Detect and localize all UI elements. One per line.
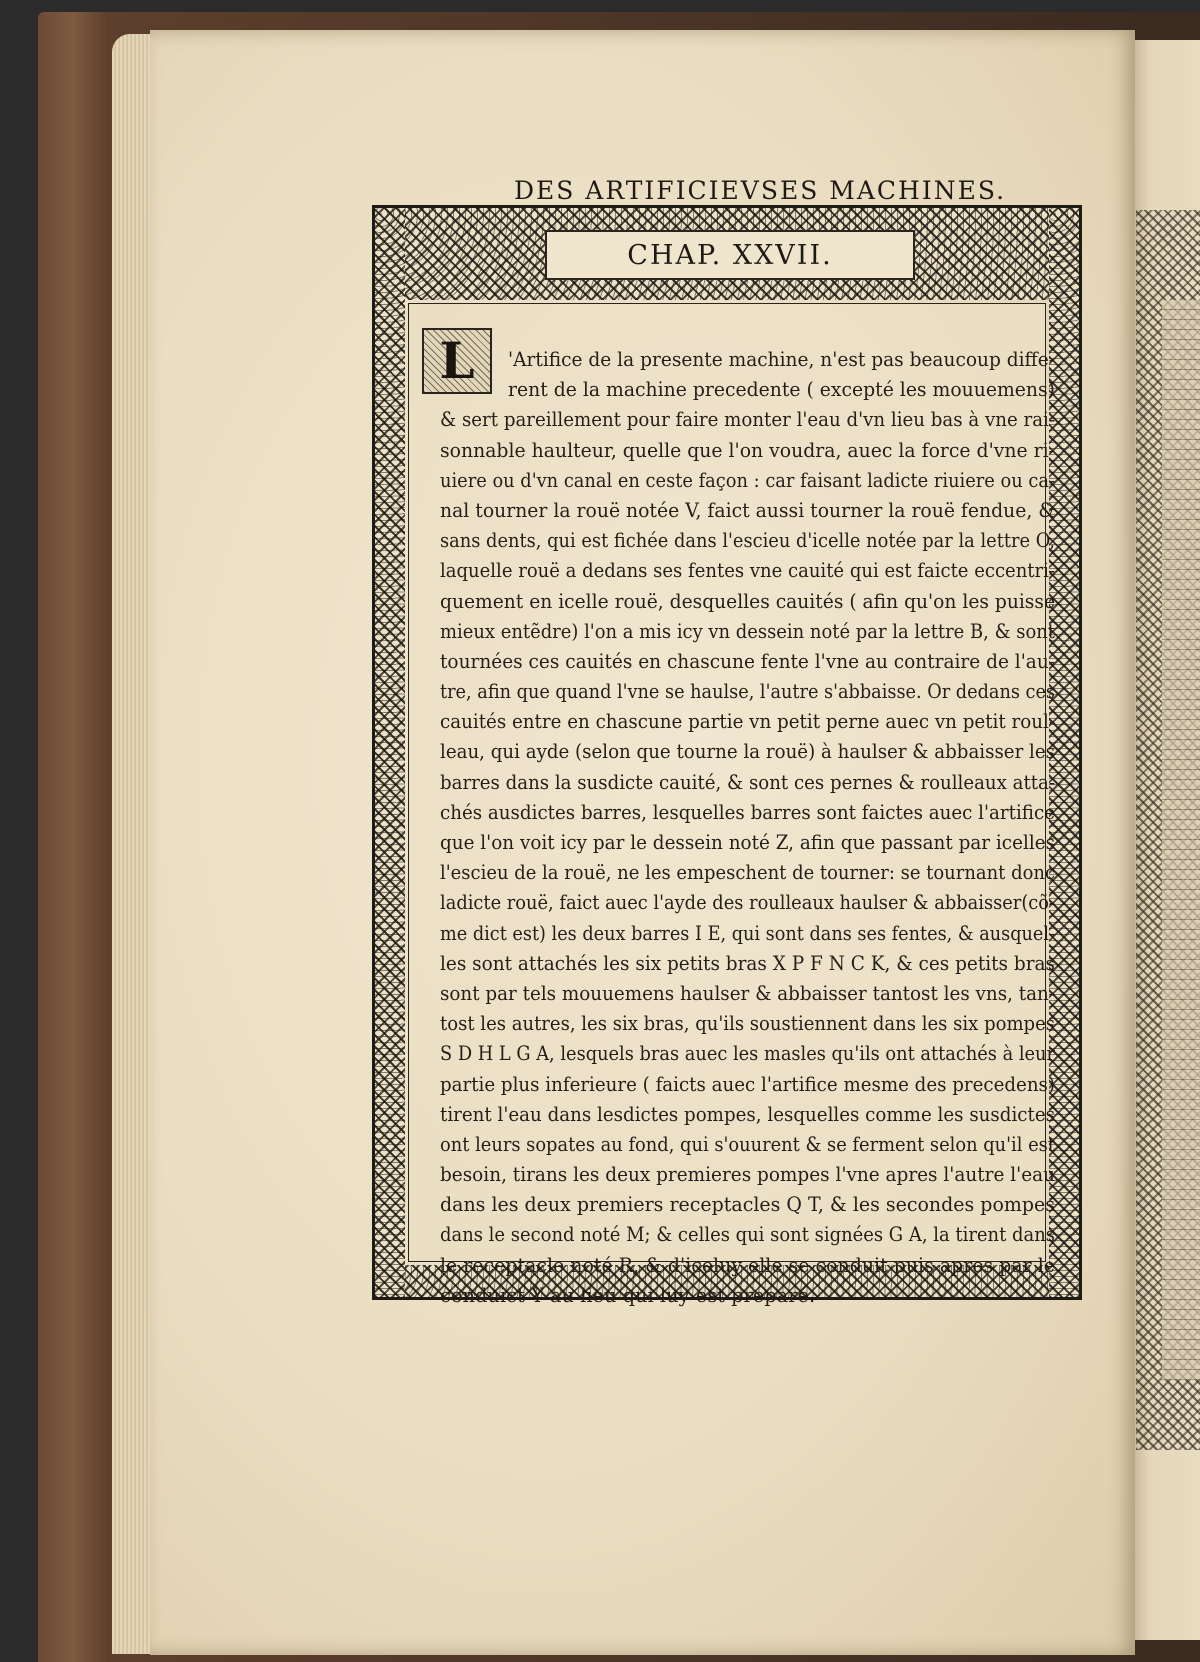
body-text <box>440 345 1055 1311</box>
chapter-title: CHAP. XXVII. <box>627 240 833 271</box>
text-line: barres dans la susdicte cauité, & sont ces pernes & roulleaux atta- <box>440 770 1055 794</box>
text-line: dans les deux premiers receptacles Q T, & les secondes pompes <box>440 1193 1055 1217</box>
text-line: cauités entre en chascune partie vn petit perne auec vn petit roul- <box>440 710 1055 734</box>
text-line: ladicte rouë, faict auec l'ayde des roulleaux haulser & abbaisser(cõ- <box>440 891 1055 915</box>
facing-page-illustration <box>1162 300 1200 1380</box>
running-head: DES ARTIFICIEVSES MACHINES. <box>513 176 1007 205</box>
text-line: uiere ou d'vn canal en ceste façon : car faisant ladicte riuiere ou ca- <box>440 468 1055 492</box>
text-line: le receptacle noté R, & d'iceluy elle se conduit puis apres par le <box>440 1253 1055 1277</box>
text-line: chés ausdictes barres, lesquelles barres sont faictes auec l'artifice <box>440 800 1055 824</box>
text-line: sans dents, qui est fichée dans l'escieu d'icelle notée par la lettre O, <box>440 529 1055 553</box>
text-line: laquelle rouë a dedans ses fentes vne cauité qui est faicte eccentri- <box>440 559 1055 583</box>
text-line: nal tourner la rouë notée V, faict aussi tourner la rouë fendue, & <box>440 498 1055 522</box>
text-line: rent de la machine precedente ( excepté les mouuemens) <box>508 378 1055 402</box>
text-line: mieux entẽdre) l'on a mis icy vn dessein noté par la lettre B, & sont <box>440 619 1055 643</box>
text-line: quement en icelle rouë, desquelles cauités ( afin qu'on les puisse <box>440 589 1055 613</box>
text-line: les sont attachés les six petits bras X P F N C K, & ces petits bras <box>440 951 1055 975</box>
text-line: me dict est) les deux barres I E, qui sont dans ses fentes, & ausquel- <box>440 921 1055 945</box>
text-line: tre, afin que quand l'vne se haulse, l'autre s'abbaisse. Or dedans ces <box>440 680 1055 704</box>
text-line: & sert pareillement pour faire monter l'eau d'vn lieu bas à vne rai- <box>440 408 1055 432</box>
text-line: 'Artifice de la presente machine, n'est pas beaucoup diffe- <box>508 348 1055 371</box>
text-line: sonnable haulteur, quelle que l'on voudra, auec la force d'vne ri- <box>440 438 1055 462</box>
chapter-heading-box <box>545 230 915 280</box>
text-line: tost les autres, les six bras, qu'ils soustiennent dans les six pompes <box>440 1012 1055 1036</box>
text-line: tournées ces cauités en chascune fente l'vne au contraire de l'au- <box>440 649 1055 673</box>
text-line: dans le second noté M; & celles qui sont signées G A, la tirent dans <box>440 1223 1055 1247</box>
text-line: ont leurs sopates au fond, qui s'ouurent & se ferment selon qu'il est <box>440 1132 1055 1156</box>
frame-ornament-left <box>375 208 405 1297</box>
text-line: besoin, tirans les deux premieres pompes l'vne apres l'autre l'eau <box>440 1163 1055 1187</box>
text-line: S D H L G A, lesquels bras auec les masles qu'ils ont attachés à leur <box>440 1042 1055 1066</box>
drop-cap-letter: L <box>439 331 475 390</box>
text-line: conduict Y au lieu qui luy est preparé. <box>440 1283 816 1307</box>
text-line: partie plus inferieure ( faicts auec l'artifice mesme des precedens) <box>440 1072 1055 1096</box>
text-line: sont par tels mouuemens haulser & abbaisser tantost les vns, tan- <box>440 981 1055 1005</box>
text-line: tirent l'eau dans lesdictes pompes, lesquelles comme les susdictes <box>440 1102 1055 1126</box>
text-line: l'escieu de la rouë, ne les empeschent de tourner: se tournant donc <box>440 861 1055 885</box>
text-line: que l'on voit icy par le dessein noté Z, afin que passant par icelles <box>440 831 1055 854</box>
text-line: leau, qui ayde (selon que tourne la rouë) à haulser & abbaisser les <box>440 740 1055 764</box>
